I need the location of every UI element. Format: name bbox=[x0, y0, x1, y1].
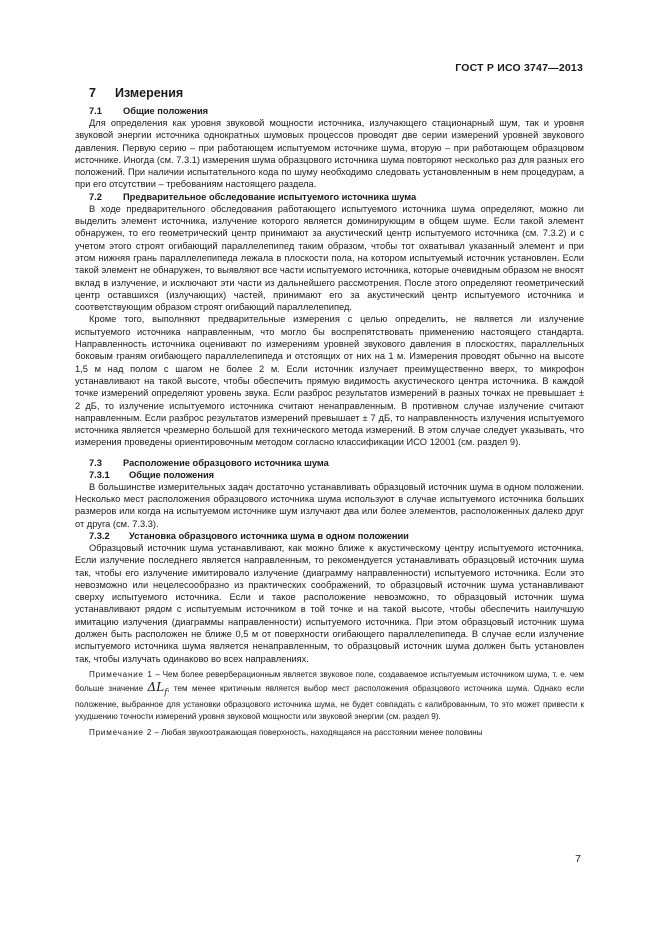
subsection-heading-7-3-1 bbox=[75, 469, 584, 481]
subsection-heading-7-3 bbox=[75, 457, 584, 469]
subsection-number: 7.3.2 bbox=[89, 530, 110, 541]
subsection-title: Общие положения bbox=[129, 469, 215, 480]
note-label: Примечание 2 bbox=[89, 728, 153, 738]
subsection-title: Установка образцового источника шума в одном положении bbox=[129, 530, 409, 541]
page-body bbox=[75, 86, 584, 739]
note-1 bbox=[75, 669, 584, 723]
subsection-heading-7-2 bbox=[75, 191, 584, 203]
paragraph: Кроме того, выполняют предварительные измерения с целью определить, не является ли излучение испытуемого источника направленным, что могло бы воспрепятствовать применению настоящего стандарта. Направленность источника оценивают по измерениям уровней звукового давления в плоскостях, параллельных боковым граням огибающего параллелепипеда и отстоящих от них на 1 м. Измерения проводят обычно на высоте 1,5 м над полом с шагом не более 2 м. Если источник излучает преимущественно вверх, то микрофон устанавливают на такой высоте, чтобы обеспечить прямую видимость акустического центра источника. В каждой точке измерений определяют уровень звука. Если разброс результатов измерений в разных точках не превышает ± 2 дБ, то излучение испытуемого источника считают ненаправленным. В противном случае излучение считают направленным. Если разброс результатов измерений превышает ± 7 дБ, то направленность излучения испытуемого источника является чрезмерно большой для технического метода измерений. В этом случае следует указывать, что измерения проведены ориентировочным методом согласно классификации ИСО 12001 (см. раздел 9). bbox=[75, 314, 584, 448]
paragraph: Образцовый источник шума устанавливают, как можно ближе к акустическому центру испытуемого источника. Если излучение последнего является направленным, то рекомендуется устанавливать образцовый источник шума так, чтобы его излучение имитировало излучение (диаграмму направленности) испытуемого источника. Если это невозможно или нецелесообразно из практических соображений, то образцовый источник шума устанавливают сверху испытуемого источника. Если и такое расположение невозможно, то образцовый источник шума устанавливают рядом с испытуемым источником в той точке и на такой высоте, чтобы обеспечить наилучшую имитацию излучения (диаграммы направленности) испытуемого источника. При этом образцовый источник шума должен быть расположен не ближе 0,5 м от поверхности огибающего параллелепипеда. В случае если излучение испытуемого источника шума является ненаправленным, то образцовый источник шума должен быть установлен так, чтобы излучать одинаково во всех направлениях. bbox=[75, 542, 584, 664]
subsection-heading-7-1 bbox=[75, 105, 584, 117]
subsection-number: 7.3 bbox=[89, 457, 102, 468]
paragraph: В ходе предварительного обследования работающего испытуемого источника шума определяют, можно ли выделить элемент источника, излучение которого является доминирующим в общем шуме. Если такой элемент обнаружен, то его геометрический центр принимают за акустический центр испытуемого источника (см. 7.3.2) и с учетом этого строят огибающий параллелепипед таким образом, чтобы тот охватывал указанный элемент и при этом нижняя грань параллелепипеда лежала в плоскости пола, на котором испытуемый источник установлен. Если такой элемент не обнаружен, то выявляют все части испытуемого источника, которые очевидным образом не вносят вклад в излучение, и исключают эти части из дальнейшего рассмотрения. После этого определяют геометрический центр оставшихся (излучающих) частей, принимают его за акустический центр испытуемого источника и соответствующим образом строят огибающий параллелепипед. bbox=[75, 203, 584, 313]
subsection-heading-7-3-2 bbox=[75, 530, 584, 542]
note-text: , тем менее критичным является выбор мест расположения образцового источника шума. Однако если положение, выбранное для установки образцового источника шума, не будет совпадать с калиброванным, то это может привести к ухудшению точности измерений уровня звуковой мощности или звуковой энергии (см. раздел 9). bbox=[75, 684, 585, 721]
subsection-title: Предварительное обследование испытуемого источника шума bbox=[123, 191, 417, 202]
subsection-number: 7.1 bbox=[89, 106, 102, 116]
section-number: 7 bbox=[89, 86, 96, 100]
note-text: – Чем более реверберационным является звуковое поле, создаваемое испытуемым источником шума, т. е. чем больше значение bbox=[75, 669, 584, 694]
paragraph: В большинстве измерительных задач достаточно устанавливать образцовый источник шума в одном положении. Несколько мест расположения образцового источника шума используют в случае испытуемого источника больших размеров или когда на испытуемом источнике шум излучают два или более элементов, расположенных далеко друг от друга (см. 7.3.3). bbox=[75, 481, 584, 529]
note-2 bbox=[75, 727, 584, 739]
note-label: Примечание 1 bbox=[89, 669, 153, 679]
note-text: – Любая звукоотражающая поверхность, находящаяся на расстоянии менее половины bbox=[152, 728, 483, 738]
subsection-number: 7.3.1 bbox=[89, 469, 110, 480]
subsection-title: Расположение образцового источника шума bbox=[123, 457, 329, 468]
section-title: Измерения bbox=[115, 86, 184, 100]
subsection-title: Общие положения bbox=[123, 106, 209, 116]
subsection-number: 7.2 bbox=[89, 191, 102, 202]
section-heading bbox=[89, 86, 584, 100]
document-code: ГОСТ Р ИСО 3747—2013 bbox=[455, 62, 583, 74]
page-number: 7 bbox=[575, 853, 581, 865]
delta-l-f-symbol: $\Delta L_f$ bbox=[147, 680, 168, 697]
paragraph: Для определения как уровня звуковой мощности источника, излучающего стационарный шум, так и уровня звуковой энергии источника однократных шумовых процессов проводят две серии измерений уровней звукового давления. Первую серию – при работающем испытуемом источнике шума, вторую – при работающем образцовом источнике. Иногда (см. 7.3.1) измерения шума образцового источника шума повторяют несколько раз для разных его положений. При наличии испытательного кода по шуму необходимо следовать установленным в нем процедурам, а при его отсутствии – требованиям настоящего раздела. bbox=[75, 118, 584, 190]
